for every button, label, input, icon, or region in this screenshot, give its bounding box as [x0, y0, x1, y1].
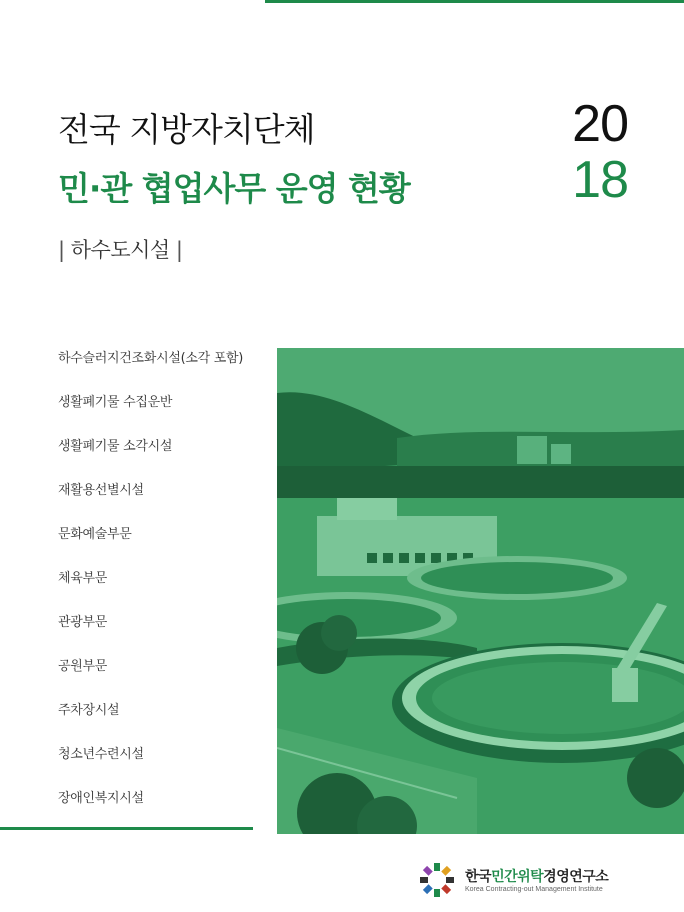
year-bottom: 18	[572, 151, 628, 209]
bottom-accent-rule	[0, 827, 253, 830]
category-item: 생활폐기물 수집운반	[58, 395, 173, 410]
subtitle	[58, 234, 182, 264]
category-item: 장애인복지시설	[58, 791, 144, 806]
publisher-logo	[417, 860, 677, 900]
category-item: 관광부문	[58, 615, 108, 630]
category-item: 재활용선별시설	[58, 483, 144, 498]
category-list	[58, 345, 243, 829]
subtitle-text: 하수도시설	[70, 238, 170, 262]
category-item: 체육부문	[58, 571, 108, 586]
category-item: 주차장시설	[58, 703, 120, 718]
category-item: 청소년수련시설	[58, 747, 144, 762]
category-item: 공원부문	[58, 659, 108, 674]
top-accent-rule	[265, 0, 684, 3]
treatment-plant-photo	[277, 348, 684, 834]
publisher-name-english: Korea Contracting-out Management Institute	[465, 886, 603, 893]
category-item: 생활폐기물 소각시설	[58, 439, 173, 454]
title-line-1: 전국 지방자치단체	[58, 110, 315, 149]
title-line-2: 민·관 협업사무 운영 현황	[58, 169, 410, 208]
publisher-name: 한국민간위탁경영연구소	[465, 869, 609, 885]
category-item: 하수슬러지건조화시설(소각 포함)	[58, 351, 243, 366]
subtitle-bar-left: |	[58, 238, 65, 262]
publisher-logo-mark	[417, 860, 457, 900]
year-top: 20	[572, 95, 628, 153]
subtitle-bar-right: |	[175, 238, 183, 262]
category-item: 문화예술부문	[58, 527, 132, 542]
